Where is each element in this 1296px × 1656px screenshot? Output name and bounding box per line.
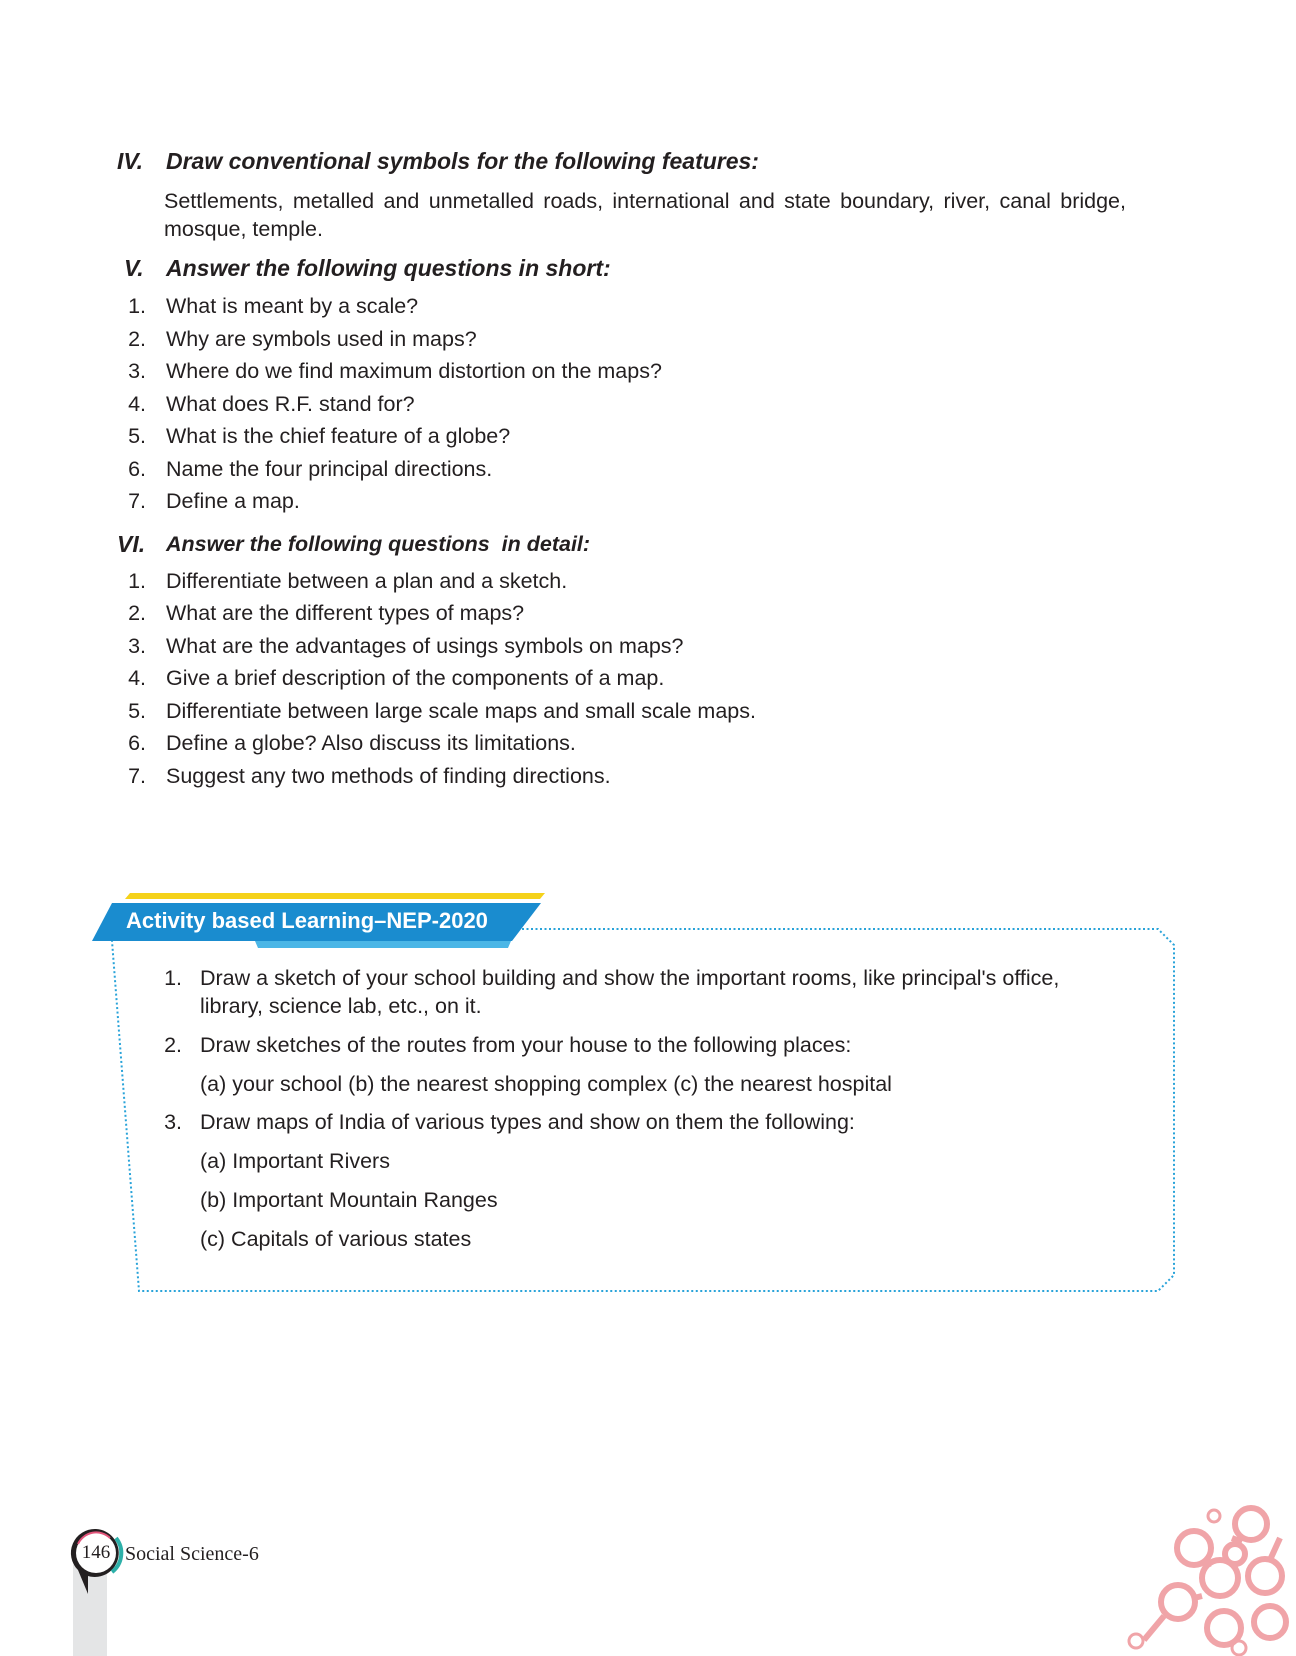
activity-item-line: library, science lab, etc., on it. <box>200 994 482 1018</box>
section-v-number: V. <box>124 255 144 281</box>
item-number: 6. <box>128 731 146 755</box>
item-number: 3. <box>128 634 146 658</box>
item-text: What is the chief feature of a globe? <box>166 424 511 448</box>
activity-item-number: 3. <box>164 1110 182 1134</box>
item-number: 7. <box>128 764 146 788</box>
section-iv-body: Settlements, metalled and unmetalled roads, international and state boundary, river, canal bridge, mosque, temple. <box>164 189 1126 241</box>
activity-item-line: Draw sketches of the routes from your house to the following places: <box>200 1033 852 1057</box>
item-text: What are the different types of maps? <box>166 601 525 625</box>
activity-sub-item: (c) Capitals of various states <box>200 1227 472 1251</box>
item-text: Define a globe? Also discuss its limitations. <box>166 731 576 755</box>
item-number: 2. <box>128 327 146 351</box>
item-number: 4. <box>128 666 146 690</box>
section-iv-title: Draw conventional symbols for the following features: <box>166 148 759 174</box>
activity-yellow-stripe <box>125 893 545 899</box>
activity-sub-item: (a) your school (b) the nearest shopping complex (c) the nearest hospital <box>200 1072 892 1096</box>
item-number: 5. <box>128 699 146 723</box>
page-number: 146 <box>81 1542 111 1563</box>
item-number: 6. <box>128 457 146 481</box>
section-vi-number: VI. <box>117 531 146 557</box>
item-text: Differentiate between large scale maps and small scale maps. <box>166 699 756 723</box>
item-number: 5. <box>128 424 146 448</box>
activity-item-number: 2. <box>164 1033 182 1057</box>
book-title: Social Science-6 <box>125 1543 259 1565</box>
item-number: 1. <box>128 569 146 593</box>
item-text: Where do we find maximum distortion on the maps? <box>166 359 662 383</box>
section-vi-title: Answer the following questions in detail: <box>166 532 591 556</box>
item-text: What does R.F. stand for? <box>166 392 415 416</box>
item-text: Name the four principal directions. <box>166 457 493 481</box>
item-number: 7. <box>128 489 146 513</box>
item-number: 3. <box>128 359 146 383</box>
item-text: Give a brief description of the components of a map. <box>166 666 665 690</box>
item-number: 1. <box>128 294 146 318</box>
item-text: What are the advantages of usings symbols on maps? <box>166 634 684 658</box>
item-number: 4. <box>128 392 146 416</box>
item-text: Why are symbols used in maps? <box>166 327 477 351</box>
item-text: What is meant by a scale? <box>166 294 419 318</box>
activity-item-line: Draw maps of India of various types and show on them the following: <box>200 1110 855 1134</box>
item-text: Suggest any two methods of finding directions. <box>166 764 611 788</box>
activity-item-line: Draw a sketch of your school building and show the important rooms, like principal's office, <box>200 966 1060 990</box>
item-text: Differentiate between a plan and a sketch. <box>166 569 568 593</box>
item-number: 2. <box>128 601 146 625</box>
decorative-bubbles-icon <box>1120 1500 1296 1656</box>
activity-sub-item: (a) Important Rivers <box>200 1149 390 1173</box>
activity-banner-underline <box>255 941 511 948</box>
activity-item-number: 1. <box>164 966 182 990</box>
item-text: Define a map. <box>166 489 300 513</box>
activity-title: Activity based Learning–NEP-2020 <box>126 908 488 933</box>
section-v-title: Answer the following questions in short: <box>166 255 611 281</box>
section-iv-number: IV. <box>117 148 144 174</box>
activity-sub-item: (b) Important Mountain Ranges <box>200 1188 498 1212</box>
